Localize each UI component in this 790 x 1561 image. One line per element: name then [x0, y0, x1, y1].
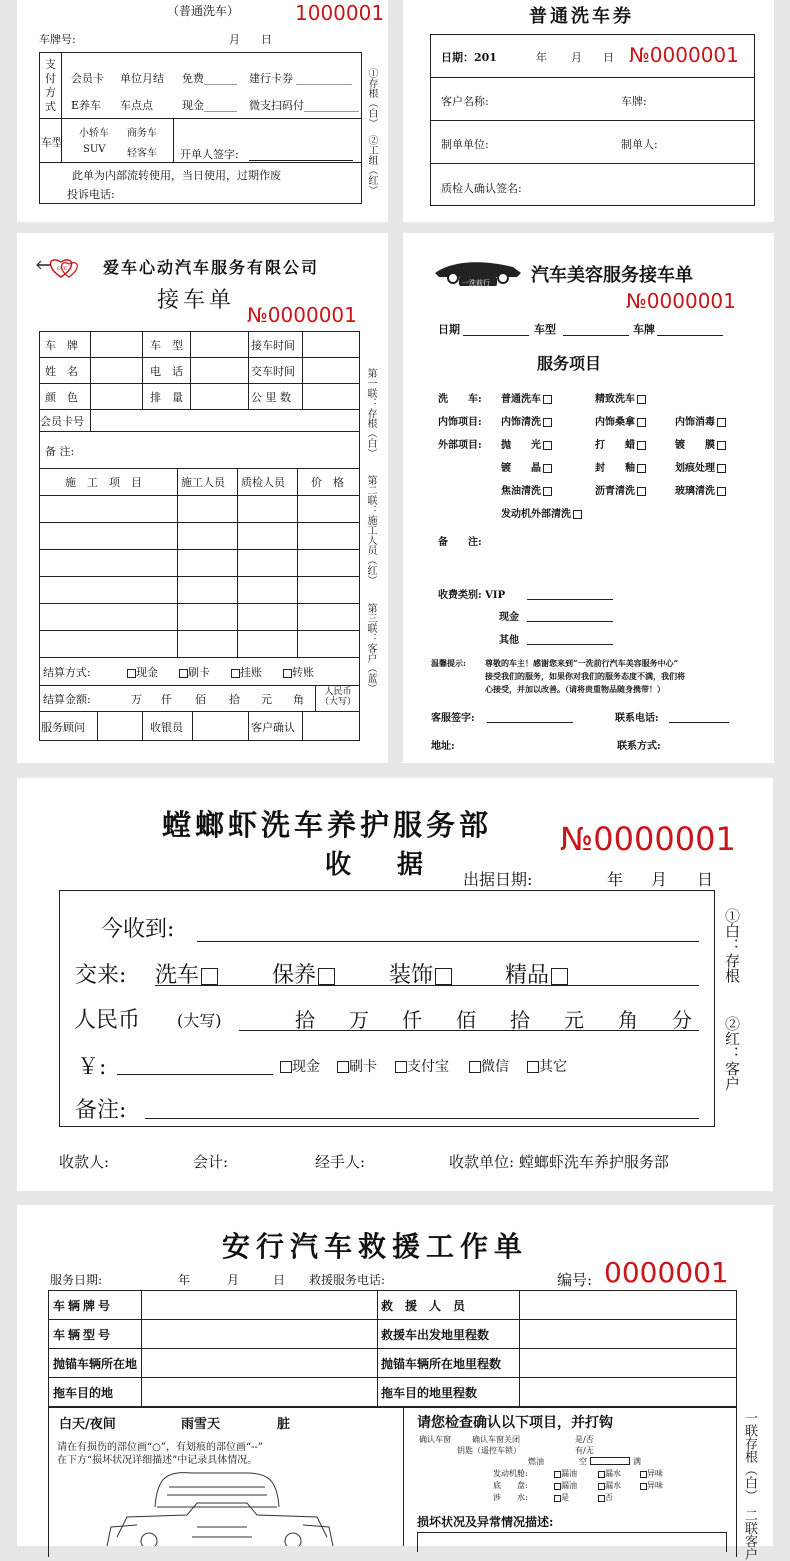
fuel-full-label: 满: [633, 1457, 641, 1466]
service-option: 普通洗车: [501, 390, 552, 405]
pay-option: 免费______: [182, 72, 237, 85]
form-title: 接车单: [157, 288, 236, 313]
amount-unit: 万: [349, 1008, 369, 1032]
fuel-empty-label: 空: [579, 1457, 587, 1466]
check-option: 漏油: [552, 1468, 577, 1479]
row-label: 车辆型号: [53, 1328, 114, 1342]
sign-label: 客服签字:: [431, 713, 475, 724]
day-label: 日: [273, 1273, 286, 1287]
amount-unit: 佰: [195, 693, 206, 706]
handler-label: 经手人:: [315, 1153, 366, 1171]
serial-number: №0000001: [629, 43, 739, 67]
service-option: 发动机外部清洗: [501, 505, 582, 520]
exchange-label: 交来:: [75, 963, 127, 988]
wash-voucher-card: [403, 0, 774, 222]
rescue-worksheet-card: [17, 1205, 773, 1561]
check-option: 异味: [638, 1468, 663, 1479]
field-label: 接车时间: [251, 339, 295, 352]
year-label: 年: [178, 1273, 191, 1287]
service-option: 镀 晶: [501, 459, 552, 474]
service-option: 封 釉: [595, 459, 646, 474]
member-card-label: 会员卡号: [40, 415, 84, 428]
maker-label: 制单人:: [621, 138, 658, 151]
serial-number: №0000001: [560, 820, 736, 858]
date-label: 服务日期:: [50, 1273, 103, 1287]
phone-label: 联系电话:: [615, 713, 659, 724]
copy-label: ①白：存根: [723, 908, 741, 983]
settle-option: 转账: [281, 664, 314, 680]
unit-label: 制单单位:: [441, 138, 489, 151]
pay-option: 会员卡: [71, 72, 104, 85]
exchange-option: 精品: [505, 958, 568, 989]
remark-label: 备 注:: [438, 537, 482, 548]
check-option: 异味: [638, 1480, 663, 1491]
row-label: 车辆牌号: [53, 1299, 114, 1313]
date-label: 出据日期:: [463, 870, 533, 889]
check-option: 是: [552, 1492, 569, 1503]
pay-option: 支付宝: [393, 1056, 449, 1076]
model-option: 轻客车: [127, 148, 157, 159]
field-label: 姓 名: [45, 365, 78, 378]
day-label: 日: [261, 33, 272, 46]
category-label: 洗 车:: [438, 394, 482, 405]
serial-number: 1000001: [295, 1, 385, 25]
year-label: 年: [607, 870, 624, 889]
row-label: 抛锚车辆所在地里程数: [381, 1357, 502, 1371]
remark-label: 备注:: [75, 1098, 127, 1123]
month-label: 月: [651, 870, 668, 889]
row-label: 救 援 人 员: [381, 1299, 466, 1313]
service-option: 内饰消毒: [675, 413, 726, 428]
damage-box: [417, 1532, 727, 1552]
check-option: 漏油: [552, 1480, 577, 1491]
check-item: 发动机舱:: [493, 1469, 528, 1478]
note-text: 此单为内部流转使用，当日使用，过期作废: [72, 169, 281, 182]
complaint-phone-label: 投诉电话:: [67, 188, 115, 201]
month-label: 月: [229, 33, 240, 46]
pay-option: E养车: [71, 99, 102, 112]
check-title: 请您检查确认以下项目，并打钩: [417, 1415, 613, 1431]
service-option: 精致洗车: [595, 390, 646, 405]
check-option: 漏水: [596, 1468, 621, 1479]
service-heading: 服务项目: [537, 354, 602, 373]
settle-label: 结算方式:: [43, 666, 91, 679]
check-option: 有/无: [575, 1446, 594, 1455]
column-header: 施工人员: [181, 476, 225, 489]
field-label: 电 话: [150, 365, 183, 378]
fee-label: 收费类别: VIP: [438, 590, 506, 601]
copy-label: 第二联：施工人员（红）: [365, 475, 376, 585]
column-header: 质检人员: [241, 476, 285, 489]
pay-option: 现金______: [182, 99, 237, 112]
day-label: 日: [603, 51, 614, 64]
yen-label: ￥:: [77, 1055, 107, 1080]
condition-label: 脏: [277, 1417, 291, 1432]
serial-number: 0000001: [604, 1256, 729, 1289]
check-item: 确认车窗关闭: [472, 1435, 520, 1444]
damage-label: 损坏状况及异常情况描述:: [417, 1515, 554, 1529]
logo-text: 一洗前行: [462, 279, 490, 287]
condition-label: 雨雪天: [181, 1417, 221, 1432]
service-option: 打 蜡: [595, 436, 646, 451]
rmb-label: 人民币（大写）: [319, 687, 356, 707]
settle-option: 现金: [125, 664, 158, 680]
footer-label: 收银员: [150, 721, 183, 734]
logo-text: ccc: [57, 265, 68, 272]
settle-option: 刷卡: [177, 664, 210, 680]
model-option: 小轿车: [79, 128, 109, 139]
pay-option: 现金: [278, 1056, 320, 1076]
receipt-card-plain-wash: [17, 0, 388, 222]
month-label: 月: [227, 1273, 240, 1287]
pay-option: 建行卡券 __________: [249, 72, 352, 85]
date-label: 日期: [438, 323, 460, 336]
row-label: 拖车目的地里程数: [381, 1386, 478, 1400]
serial-number: №0000001: [247, 303, 357, 327]
field-label: 车 牌: [45, 339, 78, 352]
amount-unit: 角: [293, 693, 304, 706]
row-label: 拖车目的地: [53, 1386, 114, 1400]
condition-label: 白天/夜间: [59, 1417, 116, 1432]
model-option: SUV: [83, 144, 106, 155]
phone-label: 救援服务电话:: [309, 1273, 386, 1287]
column-header: 施 工 项 目: [65, 476, 142, 489]
pay-option: 微支扫码付__________: [249, 99, 359, 112]
check-item: 燃油: [528, 1457, 544, 1466]
car-diagram-icon: [97, 1467, 347, 1546]
accountant-label: 会计:: [193, 1153, 229, 1171]
copy-label: ②红：客户: [723, 1016, 741, 1091]
copy-label: ①存根（白）: [366, 68, 377, 128]
beauty-intake-card: [403, 233, 774, 763]
copy-label: 第一联：存根（白）: [365, 368, 376, 458]
plate-label: 车牌:: [621, 95, 647, 108]
company-name: 爱车心动汽车服务有限公司: [103, 258, 320, 277]
amount-unit: 拾: [295, 1008, 315, 1032]
exchange-option: 保养: [272, 958, 335, 989]
amount-unit: 拾: [229, 693, 240, 706]
service-option: 内饰桑拿: [595, 413, 646, 428]
tip-text: 尊敬的车主！感谢您来到“一洗前行汽车美容服务中心”: [485, 658, 679, 668]
received-label: 今收到:: [101, 917, 175, 942]
pay-option: 微信: [467, 1056, 509, 1076]
service-option: 抛 光: [501, 436, 552, 451]
rmb-small-label: (大写): [177, 1011, 222, 1030]
car-intake-card: [17, 233, 388, 763]
payee-label: 收款人:: [59, 1153, 110, 1171]
date-label: 日期：201: [441, 51, 497, 64]
field-label: 颜 色: [45, 391, 78, 404]
exchange-option: 洗车: [155, 958, 218, 989]
settle-option: 挂账: [229, 664, 262, 680]
copy-label: ②工组（红）: [366, 135, 377, 195]
model-option: 商务车: [127, 128, 157, 139]
row-label: 救援车出发地里程数: [381, 1328, 490, 1342]
amount-unit: 万: [131, 693, 142, 706]
amount-unit: 分: [672, 1008, 692, 1032]
service-option: 划痕处理: [675, 459, 726, 474]
amount-unit: 拾: [510, 1008, 530, 1032]
field-label: 排 量: [150, 391, 183, 404]
column-header: 价 格: [311, 476, 344, 489]
check-item: 确认车窗: [419, 1435, 451, 1444]
signer-label: 开单人签字:: [180, 148, 239, 161]
tip-label: 温馨提示:: [431, 658, 466, 668]
amount-label: 结算金额:: [43, 693, 91, 706]
check-option: 是/否: [575, 1435, 594, 1444]
month-label: 月: [571, 51, 582, 64]
serial-label: 编号:: [557, 1271, 593, 1289]
fee-label: 其他: [499, 635, 519, 646]
service-option: 内饰清洗: [501, 413, 552, 428]
amount-unit: 元: [261, 693, 272, 706]
check-item: 钥匙（遥控车锁）: [457, 1446, 521, 1455]
field-label: 车 型: [150, 339, 183, 352]
car-logo-icon: [431, 257, 526, 289]
tip-text: 接受我们的服务，如果你对我们的服务态度不满，我们将: [485, 671, 685, 681]
instruction-text: 请在有损伤的部位画“○”，有划痕的部位画“--”: [57, 1442, 263, 1453]
remark-label: 备 注:: [45, 445, 75, 458]
contact-label: 联系方式:: [617, 741, 661, 752]
amount-unit: 仟: [161, 693, 172, 706]
qc-label: 质检人确认签名:: [441, 182, 522, 195]
check-option: 否: [596, 1492, 613, 1503]
instruction-text: 在下方“损坏状况详细描述”中记录具体情况。: [57, 1455, 258, 1466]
receipt-title: 收 据: [325, 850, 434, 880]
form-title: 汽车美容服务接车单: [531, 265, 693, 286]
footer-label: 客户确认: [251, 721, 295, 734]
category-label: 外部项目:: [438, 440, 482, 451]
form-title: 安行汽车救援工作单: [222, 1230, 529, 1263]
fee-label: 现金: [499, 612, 519, 623]
check-item: 涉 水:: [493, 1493, 528, 1502]
amount-unit: 仟: [402, 1008, 422, 1032]
pay-option: 单位月结: [120, 72, 164, 85]
pay-option: 刷卡: [335, 1056, 377, 1076]
model-label: 车型: [534, 323, 556, 336]
heart-logo-icon: [35, 253, 85, 281]
check-option: 漏水: [596, 1480, 621, 1491]
fuel-gauge: [590, 1457, 630, 1465]
field-label: 公 里 数: [251, 391, 291, 404]
payer-unit-label: 收款单位: 螳螂虾洗车养护服务部: [449, 1153, 669, 1171]
plate-label: 车牌: [633, 323, 655, 336]
amount-unit: 佰: [456, 1008, 476, 1032]
exchange-option: 装饰: [389, 958, 452, 989]
receipt-card: [17, 778, 773, 1191]
field-label: 交车时间: [251, 365, 295, 378]
address-label: 地址:: [431, 741, 455, 752]
row-label: 抛锚车辆所在地: [53, 1357, 138, 1371]
service-option: 玻璃清洗: [675, 482, 726, 497]
year-label: 年: [536, 51, 547, 64]
pay-option: 车点点: [120, 99, 153, 112]
model-label: 车型: [41, 136, 63, 149]
check-item: 底 盘:: [493, 1481, 528, 1490]
amount-unit: 角: [618, 1008, 638, 1032]
pay-method-label: 支 付 方 式: [45, 58, 56, 113]
pay-option: 其它: [525, 1056, 567, 1076]
tip-text: 心接受，并加以改善。（请将贵重物品随身携带！）: [485, 684, 665, 694]
day-label: 日: [697, 870, 714, 889]
subtitle: （普通洗车）: [167, 4, 240, 18]
serial-number: №0000001: [626, 289, 736, 313]
category-label: 内饰项目:: [438, 417, 482, 428]
rmb-label: 人民币: [74, 1008, 141, 1033]
plate-label: 车牌号:: [39, 33, 76, 46]
copy-label: 一联存根（白） 二联客户: [742, 1411, 757, 1561]
customer-label: 客户名称:: [441, 95, 489, 108]
service-option: 焦油清洗: [501, 482, 552, 497]
company-title: 螳螂虾洗车养护服务部: [162, 808, 493, 842]
service-option: 镀 膜: [675, 436, 726, 451]
service-option: 沥青清洗: [595, 482, 646, 497]
copy-label: 第三联：客户（蓝）: [365, 603, 376, 693]
voucher-title: 普通洗车券: [529, 6, 634, 27]
footer-label: 服务顾问: [41, 721, 85, 734]
amount-unit: 元: [564, 1008, 584, 1032]
